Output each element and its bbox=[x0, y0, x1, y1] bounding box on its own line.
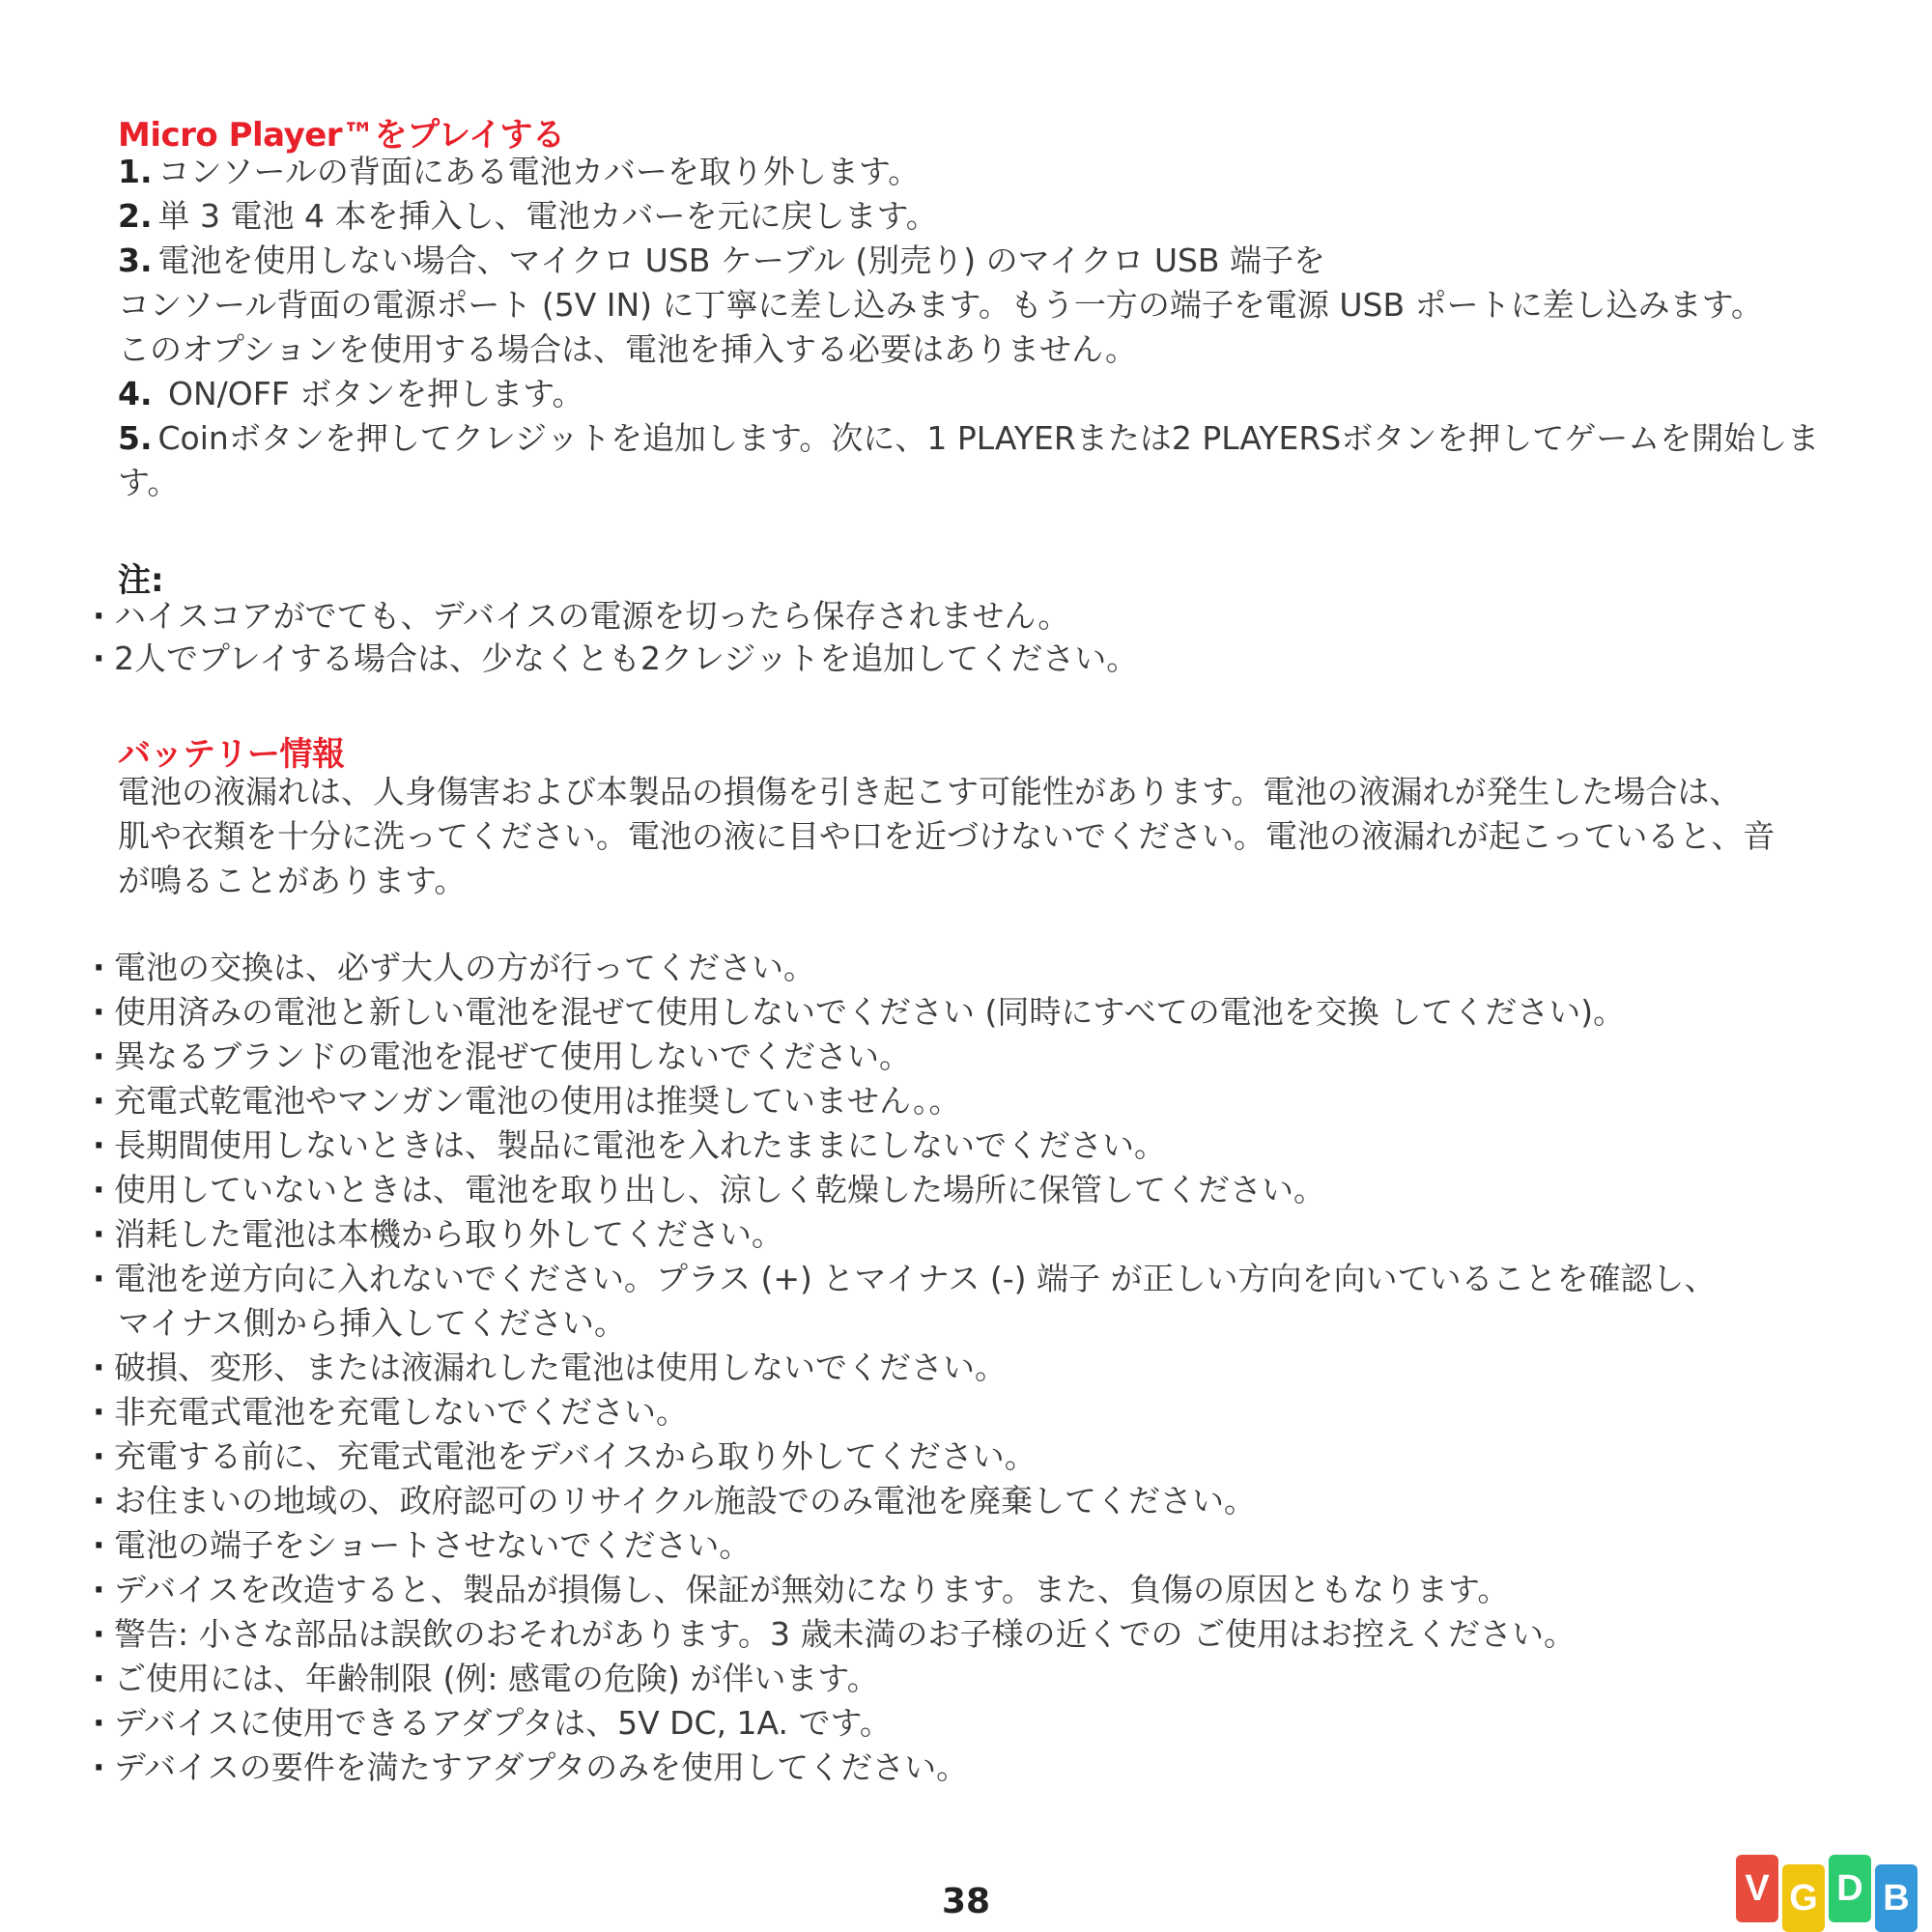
battery-bullet bbox=[93, 1082, 960, 1121]
bullet-dot: · bbox=[93, 1349, 105, 1386]
bullet-dot: · bbox=[93, 1215, 105, 1253]
battery-bullet bbox=[93, 1260, 1717, 1298]
step-text: このオプションを使用する場合は、電池を挿入する必要はありません。 bbox=[118, 330, 1138, 368]
bullet-text: デバイスの要件を満たすアダプタのみを使用してください。 bbox=[114, 1748, 969, 1786]
bullet-dot: · bbox=[93, 1037, 105, 1075]
bullet-text: 充電式乾電池やマンガン電池の使用は推奨していません。。 bbox=[114, 1082, 961, 1120]
bullet-text: 使用していないときは、電池を取り出し、涼しく乾燥した場所に保管してください。 bbox=[114, 1171, 1325, 1208]
step-text: す。 bbox=[118, 464, 180, 501]
bullet-dot: · bbox=[93, 1393, 105, 1431]
section-title-battery-info: バッテリー情報 bbox=[118, 735, 345, 774]
section-title-micro-player: Micro Player™をプレイする bbox=[118, 116, 565, 155]
bullet-text: 破損、変形、または液漏れした電池は使用しないでください。 bbox=[114, 1349, 1007, 1386]
bullet-text: お住まいの地域の、政府認可のリサイクル施設でのみ電池を廃棄してください。 bbox=[114, 1482, 1257, 1520]
step-text: 単 3 電池 4 本を挿入し、電池カバーを元に戻します。 bbox=[157, 197, 938, 235]
bullet-dot: · bbox=[93, 1082, 105, 1120]
battery-bullet bbox=[93, 1571, 1509, 1609]
battery-bullet bbox=[93, 1482, 1256, 1520]
bullet-dot: · bbox=[93, 1571, 105, 1608]
battery-bullet bbox=[93, 1171, 1325, 1209]
step-text: Coinボタンを押してクレジットを追加します。次に、1 PLAYERまたは2 PLAYERSボタンを押してゲームを開始しま bbox=[157, 419, 1820, 457]
battery-bullet-continuation: マイナス側から挿入してください。 bbox=[118, 1304, 627, 1342]
step-4 bbox=[118, 375, 584, 413]
bullet-text: 充電する前に、充電式電池をデバイスから取り外してください。 bbox=[114, 1437, 1037, 1475]
bullet-dot: · bbox=[93, 1260, 105, 1297]
bullet-text: 警告: 小さな部品は誤飲のおそれがあります。3 歳未満のお子様の近くでの ご使用はお控えください。 bbox=[114, 1615, 1576, 1653]
bullet-text: 使用済みの電池と新しい電池を混ぜて使用しないでください (同時にすべての電池を交換 してください)。 bbox=[114, 993, 1626, 1031]
bullet-text: 非充電式電池を充電しないでください。 bbox=[114, 1393, 688, 1431]
bullet-dot: · bbox=[93, 1171, 105, 1208]
step-number: 4. bbox=[118, 375, 153, 412]
note-item bbox=[93, 639, 1138, 678]
vgdb-watermark-logo bbox=[1736, 1855, 1918, 1926]
battery-bullet bbox=[93, 949, 815, 987]
battery-bullet bbox=[93, 1349, 1007, 1387]
page-number: 38 bbox=[941, 1882, 991, 1921]
step-3-cont-2 bbox=[118, 330, 1137, 369]
battery-bullet bbox=[93, 1704, 892, 1743]
bullet-dot: · bbox=[93, 1704, 105, 1742]
battery-bullet bbox=[93, 1393, 688, 1432]
bullet-text: 電池を逆方向に入れないでください。プラス (+) とマイナス (-) 端子 が正しい方向を向いていることを確認し、 bbox=[114, 1260, 1717, 1297]
step-2 bbox=[118, 197, 938, 236]
logo-letter-v: V bbox=[1736, 1855, 1778, 1922]
battery-bullet bbox=[93, 1526, 751, 1565]
bullet-dot: · bbox=[93, 1437, 105, 1475]
step-number: 2. bbox=[118, 197, 153, 235]
step-text: ON/OFF ボタンを押します。 bbox=[157, 375, 584, 412]
bullet-dot: · bbox=[93, 949, 105, 986]
step-number: 5. bbox=[118, 419, 153, 457]
bullet-dot: · bbox=[93, 1482, 105, 1520]
bullet-text: デバイスを改造すると、製品が損傷し、保証が無効になります。また、負傷の原因ともなります。 bbox=[114, 1571, 1510, 1608]
bullet-dot: · bbox=[93, 597, 105, 635]
bullet-text: 長期間使用しないときは、製品に電池を入れたままにしないでください。 bbox=[114, 1126, 1166, 1164]
step-text: コンソールの背面にある電池カバーを取り外します。 bbox=[157, 153, 921, 190]
battery-bullet bbox=[93, 1037, 911, 1076]
step-5 bbox=[118, 419, 1819, 458]
step-3 bbox=[118, 242, 1325, 280]
bullet-dot: · bbox=[93, 1660, 105, 1697]
battery-bullet bbox=[93, 1615, 1576, 1654]
step-1 bbox=[118, 153, 920, 191]
logo-letter-b: B bbox=[1875, 1864, 1918, 1932]
bullet-text: ご使用には、年齢制限 (例: 感電の危険) が伴います。 bbox=[114, 1660, 879, 1697]
note-text: ハイスコアがでても、デバイスの電源を切ったら保存されません。 bbox=[114, 597, 1070, 635]
bullet-dot: · bbox=[93, 1526, 105, 1564]
battery-bullet bbox=[93, 1437, 1037, 1476]
battery-paragraph-line: 肌や衣類を十分に洗ってください。電池の液に目や口を近づけないでください。電池の液漏れが起こっていると、音 bbox=[118, 817, 1776, 855]
battery-bullet bbox=[93, 1660, 879, 1698]
battery-bullet bbox=[93, 1215, 783, 1254]
bullet-text: 電池の交換は、必ず大人の方が行ってください。 bbox=[114, 949, 815, 986]
battery-paragraph-line: が鳴ることがあります。 bbox=[118, 862, 467, 899]
step-3-cont-1 bbox=[118, 286, 1763, 325]
note-text: 2人でプレイする場合は、少なくとも2クレジットを追加してください。 bbox=[114, 639, 1139, 677]
battery-bullet bbox=[93, 1748, 968, 1787]
step-number: 1. bbox=[118, 153, 153, 190]
bullet-text: デバイスに使用できるアダプタは、5V DC, 1A. です。 bbox=[114, 1704, 892, 1742]
note-item bbox=[93, 597, 1069, 636]
bullet-dot: · bbox=[93, 993, 105, 1031]
bullet-dot: · bbox=[93, 1748, 105, 1786]
bullet-text: 電池の端子をショートさせないでください。 bbox=[114, 1526, 752, 1564]
step-text: コンソール背面の電源ポート (5V IN) に丁寧に差し込みます。もう一方の端子を電源 USB ポートに差し込みます。 bbox=[118, 286, 1763, 324]
logo-letter-d: D bbox=[1829, 1855, 1871, 1922]
battery-paragraph-line: 電池の液漏れは、人身傷害および本製品の損傷を引き起こす可能性があります。電池の液漏れが発生した場合は、 bbox=[118, 773, 1742, 810]
bullet-dot: · bbox=[93, 1615, 105, 1653]
battery-bullet bbox=[93, 1126, 1166, 1165]
bullet-dot: · bbox=[93, 639, 105, 677]
bullet-text: 消耗した電池は本機から取り外してください。 bbox=[114, 1215, 783, 1253]
step-number: 3. bbox=[118, 242, 153, 279]
step-text: 電池を使用しない場合、マイクロ USB ケーブル (別売り) のマイクロ USB 端子を bbox=[157, 242, 1326, 279]
battery-bullet bbox=[93, 993, 1625, 1032]
notes-label: 注: bbox=[118, 561, 164, 600]
bullet-dot: · bbox=[93, 1126, 105, 1164]
logo-letter-g: G bbox=[1782, 1864, 1825, 1932]
step-5-cont bbox=[118, 464, 179, 502]
bullet-text: 異なるブランドの電池を混ぜて使用しないでください。 bbox=[114, 1037, 911, 1075]
